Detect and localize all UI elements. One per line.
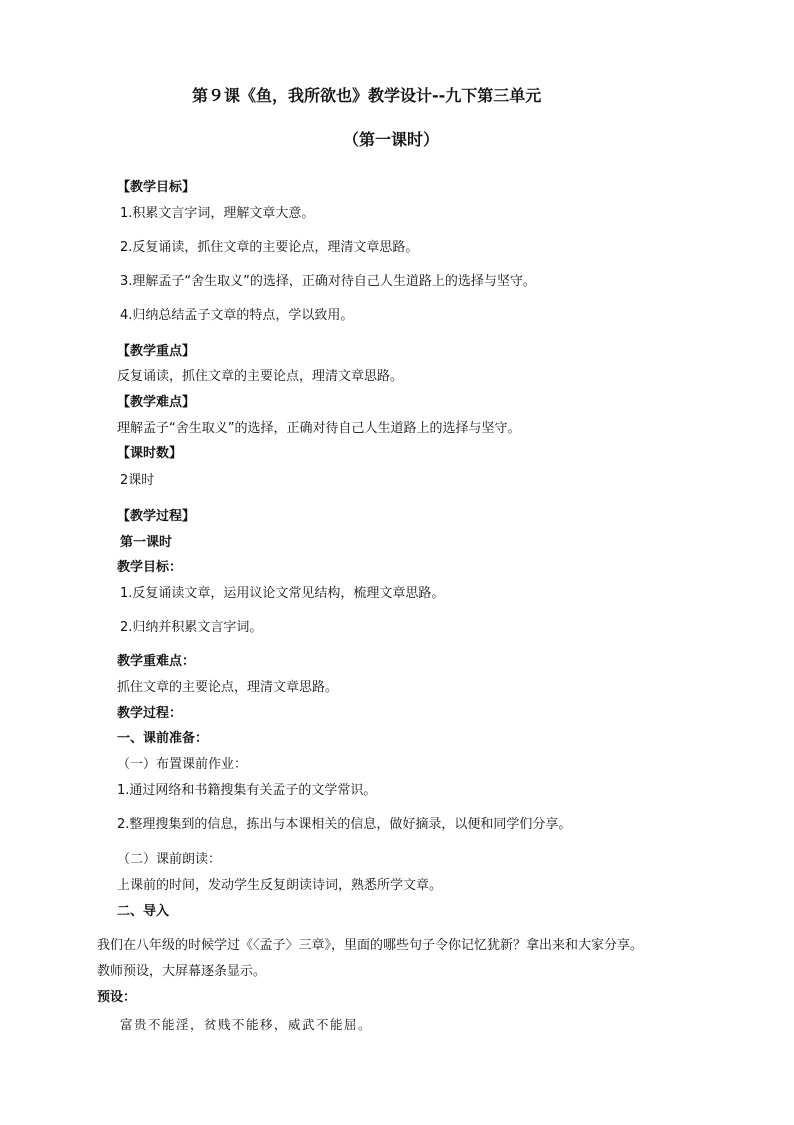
document-subtitle: （第一课时） — [343, 130, 440, 149]
lesson1-key-difficulty-label: 教学重难点： — [117, 654, 196, 669]
intro-text: 我们在八年级的时候学过《〈孟子〉三章》，里面的哪些句子令你记忆犹新？拿出来和大家分享。 — [97, 938, 644, 953]
section1-heading: 一、课前准备： — [117, 731, 209, 746]
objective-item: 3.理解孟子“舍生取义”的选择，正确对待自己人生道路上的选择与坚守。 — [120, 274, 536, 289]
process-heading: 【教学过程】 — [117, 509, 196, 524]
objective-item: 2.反复诵读，抓住文章的主要论点，理清文章思路。 — [120, 240, 419, 255]
lesson1-goal-item: 2.归纳并积累文言字词。 — [120, 620, 263, 635]
teacher-text: 教师预设，大屏幕逐条显示。 — [97, 964, 267, 979]
hours-text: 2课时 — [120, 473, 155, 488]
section2-heading: 二、导入 — [117, 904, 170, 919]
preset-label: 预设： — [97, 990, 137, 1005]
difficulty-text: 理解孟子“舍生取义”的选择，正确对待自己人生道路上的选择与坚守。 — [117, 421, 521, 436]
lesson1-key-difficulty-text: 抓住文章的主要论点，理清文章思路。 — [117, 680, 339, 695]
sub2-text: 上课前的时间，发动学生反复朗读诗词，熟悉所学文章。 — [117, 878, 443, 893]
sub1-heading: （一）布置课前作业： — [117, 757, 248, 772]
lesson1-process-label: 教学过程： — [117, 706, 183, 721]
key-points-text: 反复诵读，抓住文章的主要论点，理清文章思路。 — [117, 369, 404, 384]
objective-item: 1.积累文言字词，理解文章大意。 — [120, 206, 315, 221]
key-points-heading: 【教学重点】 — [117, 344, 196, 359]
hours-heading: 【课时数】 — [117, 446, 183, 461]
lesson1-goal-item: 1.反复诵读文章，运用议论文常见结构，梳理文章思路。 — [120, 586, 445, 601]
objectives-heading: 【教学目标】 — [117, 180, 196, 195]
sub1-item: 1.通过网络和书籍搜集有关孟子的文学常识。 — [117, 783, 377, 798]
document-title: 第９课《鱼，我所欲也》教学设计--九下第三单元 — [192, 86, 542, 105]
sub1-item: 2.整理搜集到的信息，拣出与本课相关的信息，做好摘录，以便和同学们分享。 — [117, 817, 572, 832]
lesson1-goals-label: 教学目标： — [117, 560, 183, 575]
objective-item: 4.归纳总结孟子文章的特点，学以致用。 — [120, 308, 354, 323]
lesson1-heading: 第一课时 — [120, 535, 173, 550]
preset-text: 富贵不能淫，贫贱不能移，威武不能屈。 — [120, 1017, 373, 1032]
difficulty-heading: 【教学难点】 — [117, 395, 196, 410]
sub2-heading: （二）课前朗读： — [117, 852, 222, 867]
